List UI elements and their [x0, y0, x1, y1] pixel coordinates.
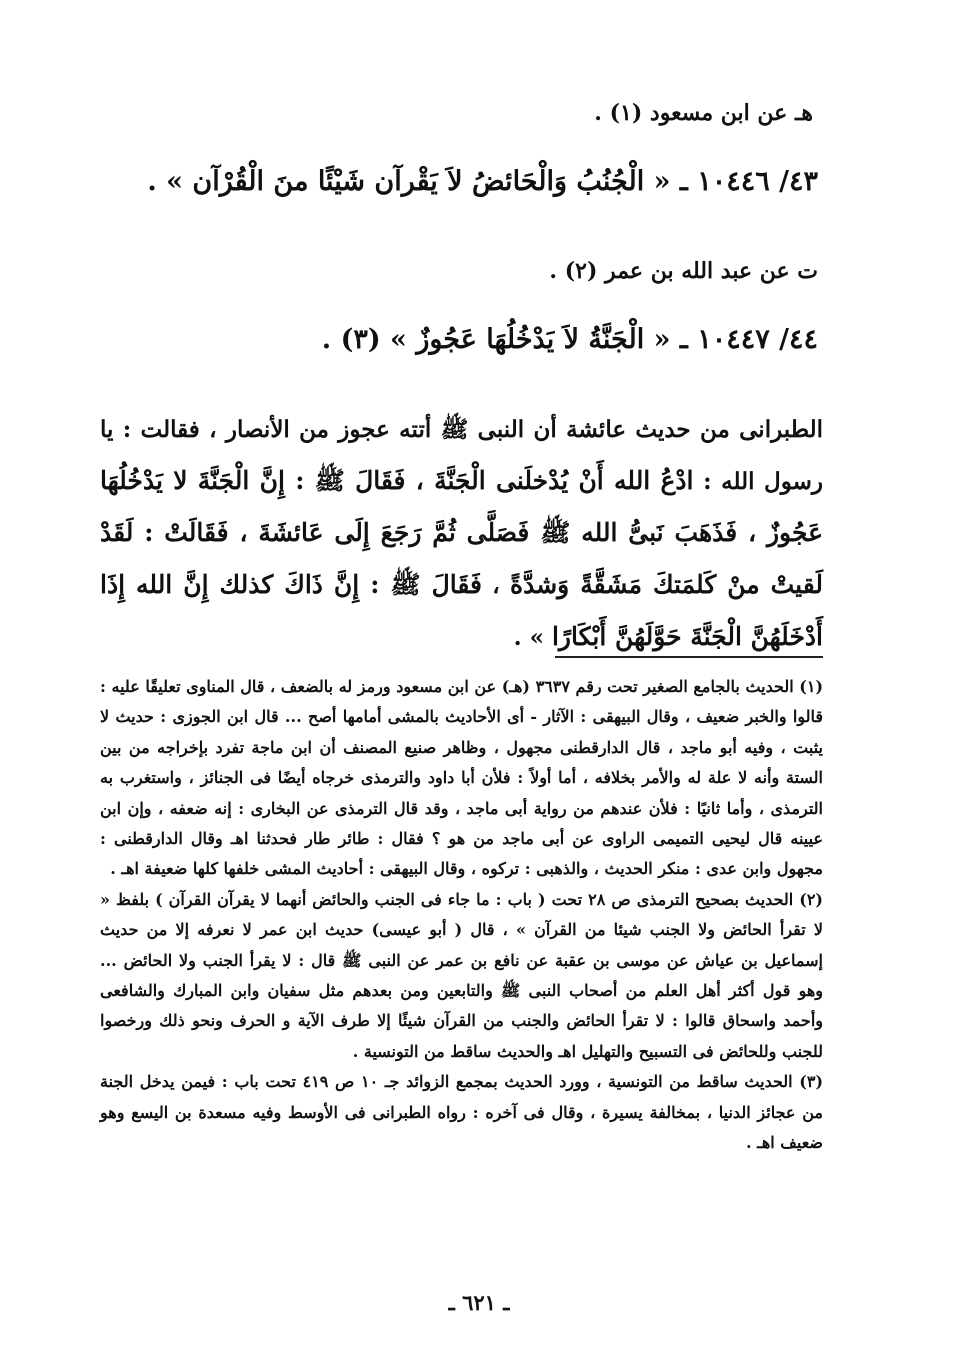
commentary-text: ،: [482, 572, 511, 599]
footnote-3: (٣) الحديث ساقط من التونسية ، وورد الحديث بمجمع الزوائد جـ ١٠ ص ٤١٩ تحت باب : فيمن يدخل الجنة من عجائز الدنيا ، بمخالفة يسيرة ، وقال فى آخره : رواه الطبرانى فى الأوسط وفيه مسعدة بن اليسع وهو ضعيف اهـ .: [100, 1072, 824, 1153]
commentary-quote: ادْعُ الله أَنْ يُدْخلَنى الْجَنَّةَ ، فَقَالَ ﷺ : إِنَّ الْجَنَّةَ لا يَدْخُلُهَا عَجُوزٌ ، فَذَهَبَ نَبىُّ الله ﷺ فَصَلَّى ثُمَّ رَجَعَ إِلَى عَائشَةَ ، فَقَالَتْ : لَقَدْ لَقيتْ منْ كَلمَتكَ مَشَقَّةً وَشدَّةً: [100, 466, 823, 599]
footnotes: [100, 672, 823, 1159]
hadith-44: ٤٤/ ١٠٤٤٧ ـ « الْجَنَّةُ لاَ يَدْخُلُهَا عَجُوزٌ » (٣) .: [321, 324, 818, 355]
commentary-paragraph: [100, 404, 823, 663]
footnote-divider: [555, 656, 823, 658]
commentary-text: الطبرانى من حديث عائشة أن النبى ﷺ أتته عجوز من الأنصار ، فقالت : يا رسول الله :: [100, 416, 824, 495]
footnote-2: (٢) الحديث بصحيح الترمذى ص ٢٨ تحت ( باب : ما جاء فى الجنب والحائض أنهما لا يقرآن القرآن ) بلفظ « لا تقرأ الحائض ولا الجنب شيئا من القرآن » ، قال ( أبو عيسى) حديث ابن عمر لا نعرفه إلا من حديث إسماعيل بن عياش عن موسى بن عقبة عن نافع بن عمر عن النبى ﷺ قال : لا يقرأ الجنب ولا الحائض ... وهو قول أكثر أهل العلم من أصحاب النبى ﷺ والتابعين ومن بعدهم مثل سفيان وابن المبارك والشافعى وأحمد واسحاق قالوا : لا تقرأ الحائض والجنب من القرآن شيئًا إلا طرف الآية و الحرف ونحو ذلك ورخصوا للجنب وللحائض فى التسبيح والتهليل اهـ والحديث ساقط من التونسية .: [100, 889, 824, 1061]
hadith-43: ٤٣/ ١٠٤٤٦ ـ « الْجُنُبُ وَالْحَائضُ لاَ يَقْرآن شَيْئًا منَ الْقُرْآن » .: [147, 166, 818, 197]
commentary-quote: فَقَالَ ﷺ : إِنَّ ذَاكَ كذلك إِنَّ الله إِذَا أَدْخَلَهُنَّ الْجَنَّةَ حَوَّلَهُنَّ أَبْكَارًا: [100, 570, 823, 651]
commentary-text: » .: [513, 624, 552, 651]
source-line-ibn-masud: هـ عن ابن مسعود (١) .: [594, 100, 813, 126]
source-line-ibn-umar: ت عن عبد الله بن عمر (٢) .: [549, 258, 818, 284]
footnote-1: (١) الحديث بالجامع الصغير تحت رقم ٣٦٣٧ (هـ) عن ابن مسعود ورمز له بالضعف ، قال المناوى تعليقًا عليه : قالوا والخبر ضعيف ، وقال البيهقى : الآثار - أى الأحاديث بالمشى أمامها أصح ... قال ابن الجوزى : حديث لا يثبت ، وفيه أبو ماجد ، قال الدارقطنى مجهول ، وظاهر صنيع المصنف أن ابن ماجة تفرد بإخراجه من بين الستة وأنه لا علة له والأمر بخلافه ، أما أولاً : فلأن أبا داود والترمذى خرجاه أيضًا فى الجنائز ، واستغرب به الترمذى ، وأما ثانيًا : فلأن عندهم من رواية أبى ماجد ، وقد قال الترمذى عن البخارى : إنه ضعفه ، وإن ابن عيينه قال ليحيى التميمى الراوى عن أبى ماجد من هو ؟ فقال : طائر طار فحدثنا اهـ وقال الدارقطنى : مجهول وابن عدى : منكر الحديث ، والذهبى : تركوه ، وقال البيهقى : أحاديث المشى خلفها كلها ضعيفة اهـ .: [100, 677, 824, 879]
page-number: ـ ٦٢١ ـ: [448, 1290, 510, 1315]
